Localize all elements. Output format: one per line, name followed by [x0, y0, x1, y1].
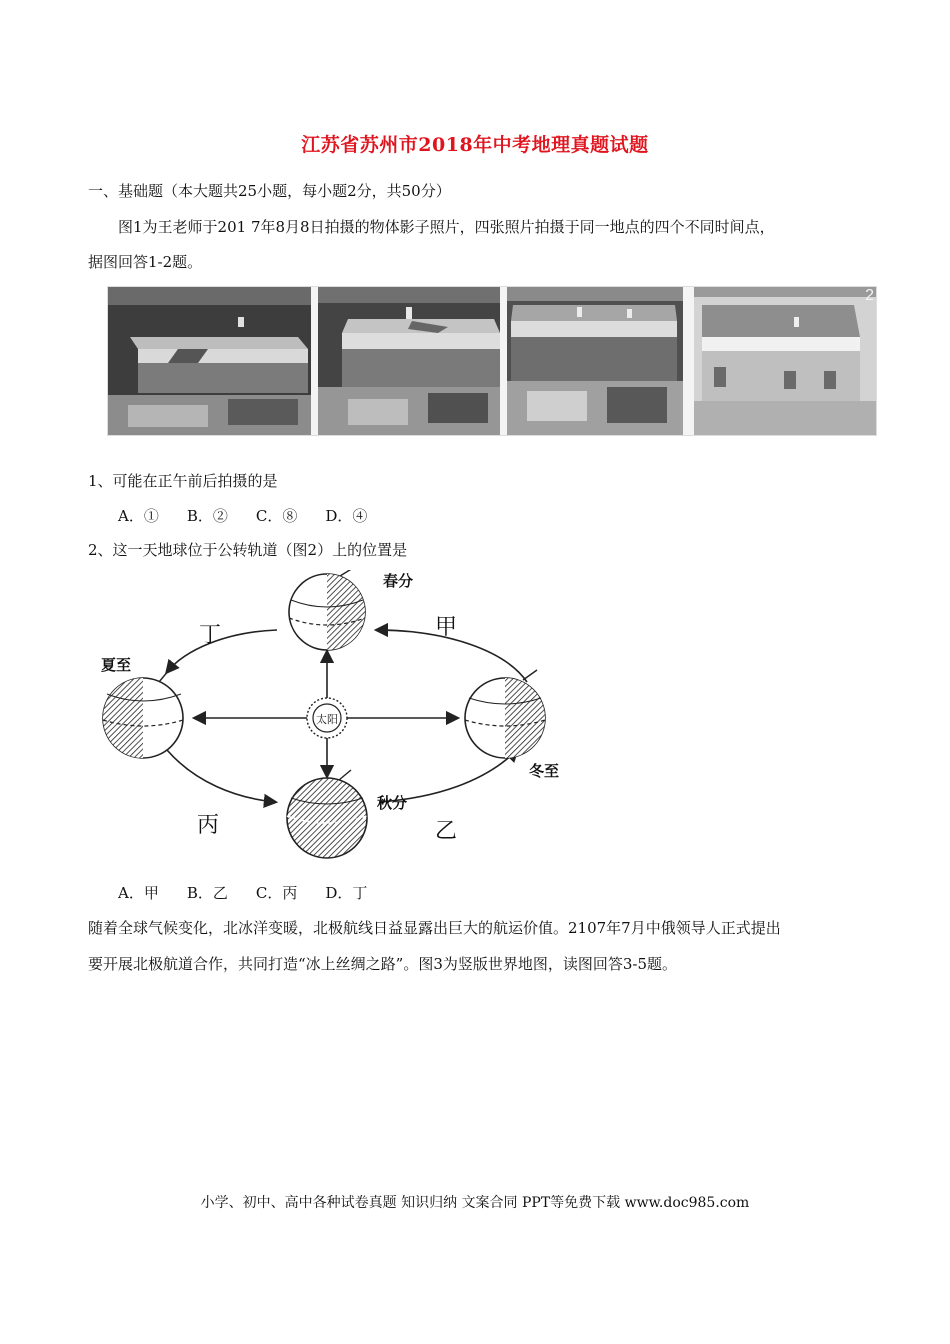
intro-text-line-2: 据图回答1-2题。: [88, 253, 203, 271]
passage-line-2: 要开展北极航道合作，共同打造“冰上丝绸之路”。图3为竖版世界地图，读图回答3-5题。: [88, 955, 678, 973]
question-1-option-c: C．⑧: [255, 507, 298, 525]
orbit-arc-bing: [167, 750, 275, 802]
orbit-diagram: [95, 570, 615, 874]
shadow-photo-3: [507, 287, 683, 435]
sun-label: 太阳: [316, 713, 338, 726]
orbit-arc-ding: [167, 630, 277, 672]
shadow-photo-2: [318, 287, 500, 435]
intro-text-line-1: 图1为王老师于201 7年8月8日拍摄的物体影子照片，四张照片拍摄于同一地点的四个不同时间点，: [118, 218, 775, 236]
question-2-options: [118, 882, 395, 903]
earth-winter-solstice-icon: [465, 670, 545, 758]
earth-summer-solstice-icon: [103, 670, 183, 758]
shadow-photo-1: [108, 287, 311, 435]
page-footer: 小学、初中、高中各种试卷真题 知识归纳 文案合同 PPT等免费下载 www.doc985.com: [200, 1195, 750, 1211]
passage-line-1: 随着全球气候变化，北冰洋变暖，北极航线日益显露出巨大的航运价值。2107年7月中俄领导人正式提出: [88, 919, 781, 937]
label-ding: 丁: [199, 623, 222, 648]
photo-corner-label: 2: [865, 287, 874, 304]
question-1-stem: 1、可能在正午前后拍摄的是: [88, 472, 278, 490]
question-2-option-a: A．甲: [118, 884, 159, 902]
question-1-options: [118, 505, 395, 526]
label-summer-solstice: 夏至: [101, 656, 132, 674]
question-2-option-d: D．丁: [325, 884, 368, 902]
question-2-stem: 2、这一天地球位于公转轨道（图2）上的位置是: [88, 541, 408, 559]
label-spring-equinox: 春分: [383, 572, 414, 590]
label-jia: 甲: [435, 615, 458, 640]
label-yi: 乙: [435, 819, 458, 844]
shadow-photo-4: [694, 287, 876, 435]
label-bing: 丙: [197, 813, 220, 838]
page-title: 江苏省苏州市2018年中考地理真题试题: [301, 134, 649, 156]
shadow-photo-strip: [107, 286, 877, 436]
section-heading: 一、基础题（本大题共25小题，每小题2分，共50分）: [88, 182, 451, 200]
earth-autumn-equinox-icon: [287, 770, 367, 858]
question-2-option-b: B．乙: [186, 884, 228, 902]
question-1-option-d: D．④: [325, 507, 368, 525]
question-1-option-b: B．②: [186, 507, 228, 525]
question-1-option-a: A．①: [118, 507, 159, 525]
earth-spring-equinox-icon: [289, 570, 367, 654]
question-2-option-c: C．丙: [255, 884, 298, 902]
label-autumn-equinox: 秋分: [377, 794, 408, 812]
label-winter-solstice: 冬至: [529, 762, 560, 780]
